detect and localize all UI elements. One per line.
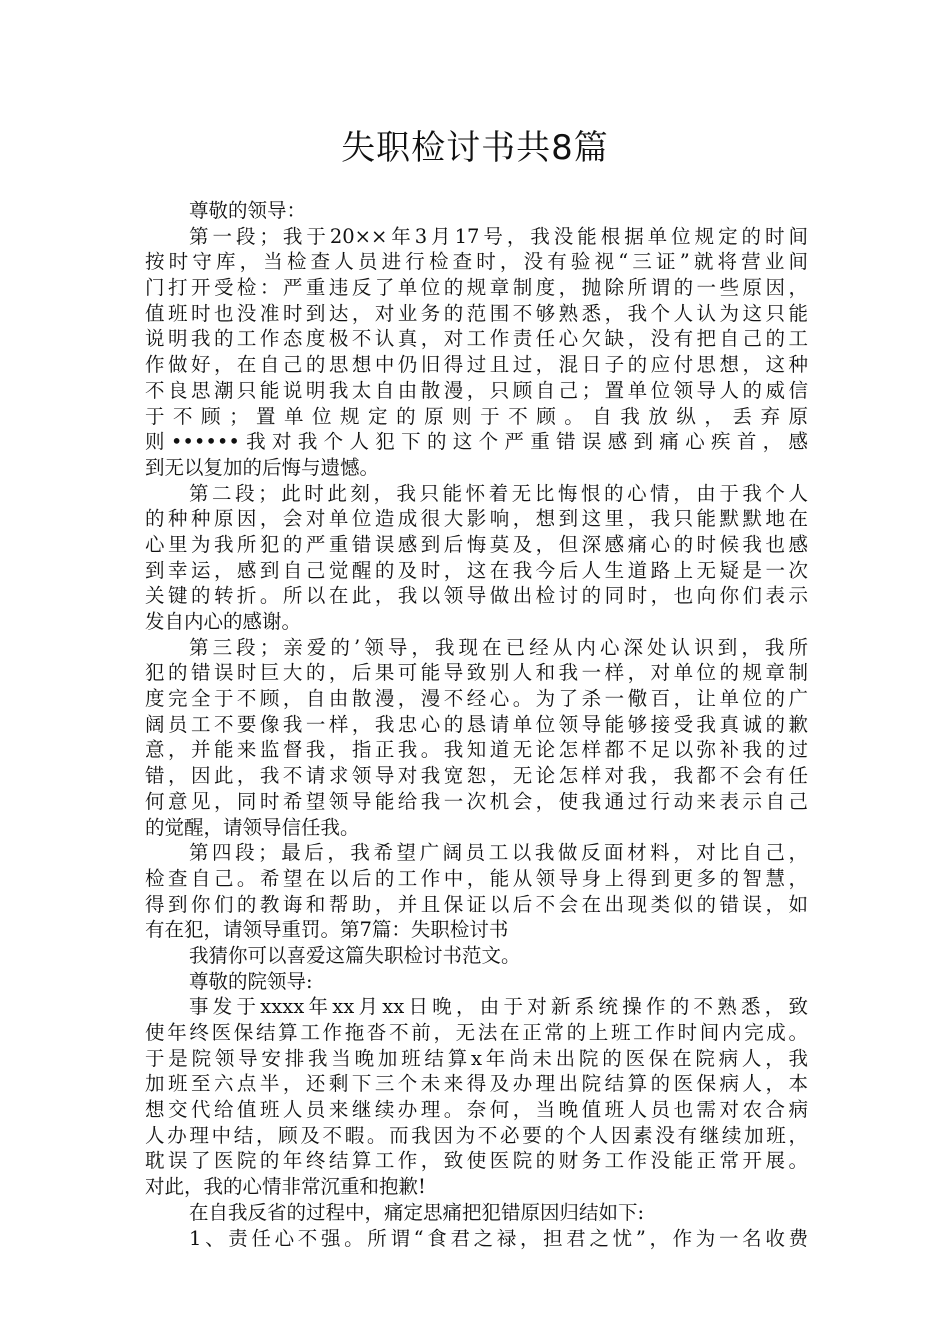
body-line: 人办理中结，顾及不暇。而我因为不必要的个人因素没有继续加班， [145, 1123, 808, 1147]
document-title: 失职检讨书共8篇 [341, 128, 609, 168]
body-line: 犯的错误时巨大的，后果可能导致别人和我一样，对单位的规章制 [145, 661, 808, 685]
body-line: 1、责任心不强。所谓“食君之禄，担君之忧”，作为一名收费 [189, 1226, 808, 1250]
body-line: 心里为我所犯的严重错误感到后悔莫及，但深感痛心的时候我也感 [145, 532, 808, 556]
body-line: 的种种原因，会对单位造成很大影响，想到这里，我只能默默地在 [145, 507, 808, 531]
body-line: 想交代给值班人员来继续办理。奈何，当晚值班人员也需对农合病 [145, 1098, 808, 1122]
body-line: 说明我的工作态度极不认真，对工作责任心欠缺，没有把自己的工 [145, 327, 808, 351]
body-line: 不良思潮只能说明我太自由散漫，只顾自己；置单位领导人的威信 [145, 378, 808, 402]
body-line: 在自我反省的过程中，痛定思痛把犯错原因归结如下: [189, 1200, 645, 1224]
body-line: 错，因此，我不请求领导对我宽恕，无论怎样对我，我都不会有任 [145, 764, 808, 788]
body-line: 第四段；最后，我希望广阔员工以我做反面材料，对比自己， [189, 841, 808, 865]
body-line: 门打开受检：严重违反了单位的规章制度，抛除所谓的一些原因， [145, 276, 808, 300]
body-line: 使年终医保结算工作拖沓不前，无法在正常的上班工作时间内完成。 [145, 1021, 808, 1044]
body-line: 检查自己。希望在以后的工作中，能从领导身上得到更多的智慧， [145, 866, 808, 890]
body-line: 耽误了医院的年终结算工作，致使医院的财务工作没能正常开展。 [145, 1149, 808, 1173]
body-line: 则••••••我对我个人犯下的这个严重错误感到痛心疾首，感 [145, 430, 808, 454]
body-line: 第二段；此时此刻，我只能怀着无比悔恨的心情，由于我个人 [189, 481, 808, 505]
body-line: 尊敬的院领导: [189, 969, 313, 993]
body-line: 阔员工不要像我一样，我忠心的恳请单位领导能够接受我真诚的歉 [145, 712, 808, 736]
body-line: 按时守库，当检查人员进行检查时，没有验视“三证”就将营业间 [145, 250, 808, 274]
body-line: 我猜你可以喜爱这篇失职检讨书范文。 [189, 943, 521, 967]
body-line: 尊敬的领导： [189, 199, 307, 222]
body-line: 于是院领导安排我当晚加班结算x年尚未出院的医保在院病人，我 [145, 1046, 808, 1070]
document-body [145, 198, 808, 1251]
body-line: 事发于xxxx年xx月xx日晚，由于对新系统操作的不熟悉，致 [189, 995, 808, 1019]
body-line: 作做好，在自己的思想中仍旧得过且过，混日子的应付思想，这种 [145, 353, 808, 377]
body-line: 有在犯，请领导重罚。第7篇：失职检讨书 [145, 918, 509, 942]
body-line: 度完全于不顾，自由散漫，漫不经心。为了杀一儆百，让单位的广 [145, 687, 808, 711]
body-line: 第三段；亲爱的’领导，我现在已经从内心深处认识到，我所 [189, 635, 808, 659]
body-line: 到无以复加的后悔与遗憾。 [145, 455, 380, 479]
body-line: 得到你们的教诲和帮助，并且保证以后不会在出现类似的错误，如 [145, 892, 808, 916]
body-line: 关键的转折。所以在此，我以领导做出检讨的同时，也向你们表示 [145, 584, 808, 608]
body-line: 何意见，同时希望领导能给我一次机会，使我通过行动来表示自己 [145, 789, 808, 813]
body-line: 于 不 顾 ； 置 单 位 规 定 的 原 则 于 不 顾 。 自 我 放 纵 ， 丢 弃 原 [145, 404, 808, 428]
body-line: 的觉醒，请领导信任我。 [145, 815, 360, 839]
body-line: 加班至六点半，还剩下三个未来得及办理出院结算的医保病人，本 [145, 1072, 808, 1096]
body-line: 意，并能来监督我，指正我。我知道无论怎样都不足以弥补我的过 [145, 738, 808, 762]
body-line: 值班时也没准时到达，对业务的范围不够熟悉，我个人认为这只能 [145, 301, 808, 325]
body-line: 发自内心的感谢。 [145, 610, 302, 633]
body-line: 第一段；我于20××年3月17号，我没能根据单位规定的时间 [189, 224, 808, 248]
body-line: 到幸运，感到自己觉醒的及时，这在我今后人生道路上无疑是一次 [145, 558, 808, 582]
body-line: 对此，我的心情非常沉重和抱歉! [145, 1175, 426, 1199]
